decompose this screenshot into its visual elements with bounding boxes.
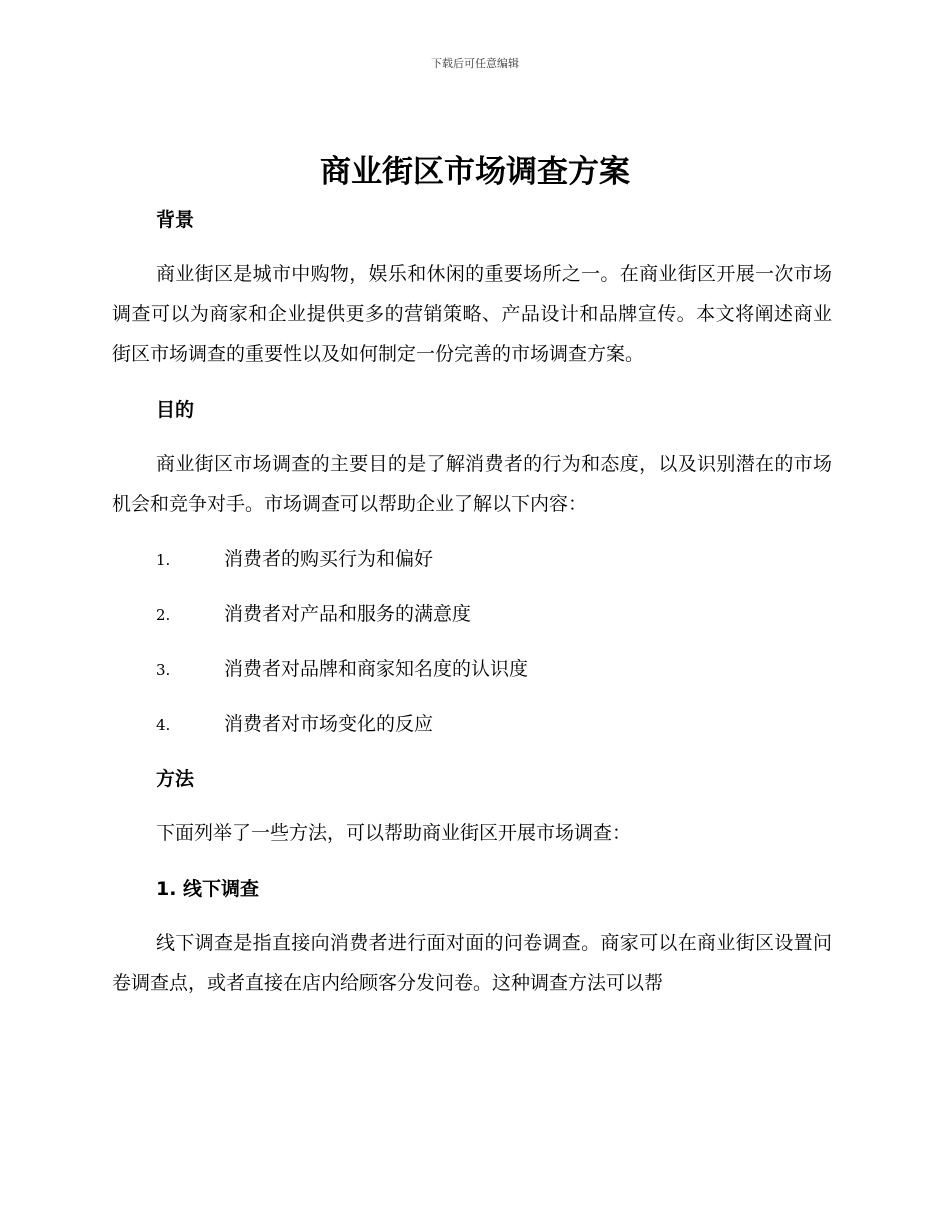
list-item-number: 4. (156, 716, 171, 734)
list-item-number: 1. (156, 551, 171, 569)
offline-paragraph: 线下调查是指直接向消费者进行面对面的问卷调查。商家可以在商业街区设置问卷调查点，或者直接在店内给顾客分发问卷。这种调查方法可以帮 (112, 932, 832, 994)
list-item (112, 594, 832, 634)
list-item (112, 649, 832, 689)
methods-intro: 下面列举了一些方法，可以帮助商业街区开展市场调查： (156, 822, 632, 844)
header-note: 下载后可任意编辑 (431, 57, 519, 70)
section-heading-methods: 方法 (156, 768, 195, 790)
list-item-text: 消费者对产品和服务的满意度 (224, 603, 472, 625)
document-title: 商业街区市场调查方案 (320, 154, 630, 190)
list-item-text: 消费者对品牌和商家知名度的认识度 (224, 658, 529, 680)
list-item-number: 3. (156, 661, 171, 679)
list-item (112, 704, 832, 744)
purpose-list (112, 539, 832, 744)
background-paragraph: 商业街区是城市中购物，娱乐和休闲的重要场所之一。在商业街区开展一次市场调查可以为商家和企业提供更多的营销策略、产品设计和品牌宣传。本文将阐述商业街区市场调查的重要性以及如何制定一份完善的市场调查方案。 (112, 263, 832, 365)
subsection-heading-offline: 1. 线下调查 (156, 878, 260, 900)
list-item-text: 消费者对市场变化的反应 (224, 713, 434, 735)
purpose-paragraph: 商业街区市场调查的主要目的是了解消费者的行为和态度，以及识别潜在的市场机会和竞争对手。市场调查可以帮助企业了解以下内容： (112, 453, 832, 515)
list-item (112, 539, 832, 579)
section-heading-background: 背景 (156, 209, 195, 231)
section-heading-purpose: 目的 (156, 399, 195, 421)
list-item-number: 2. (156, 606, 171, 624)
list-item-text: 消费者的购买行为和偏好 (224, 548, 434, 570)
document-body (112, 200, 832, 1003)
